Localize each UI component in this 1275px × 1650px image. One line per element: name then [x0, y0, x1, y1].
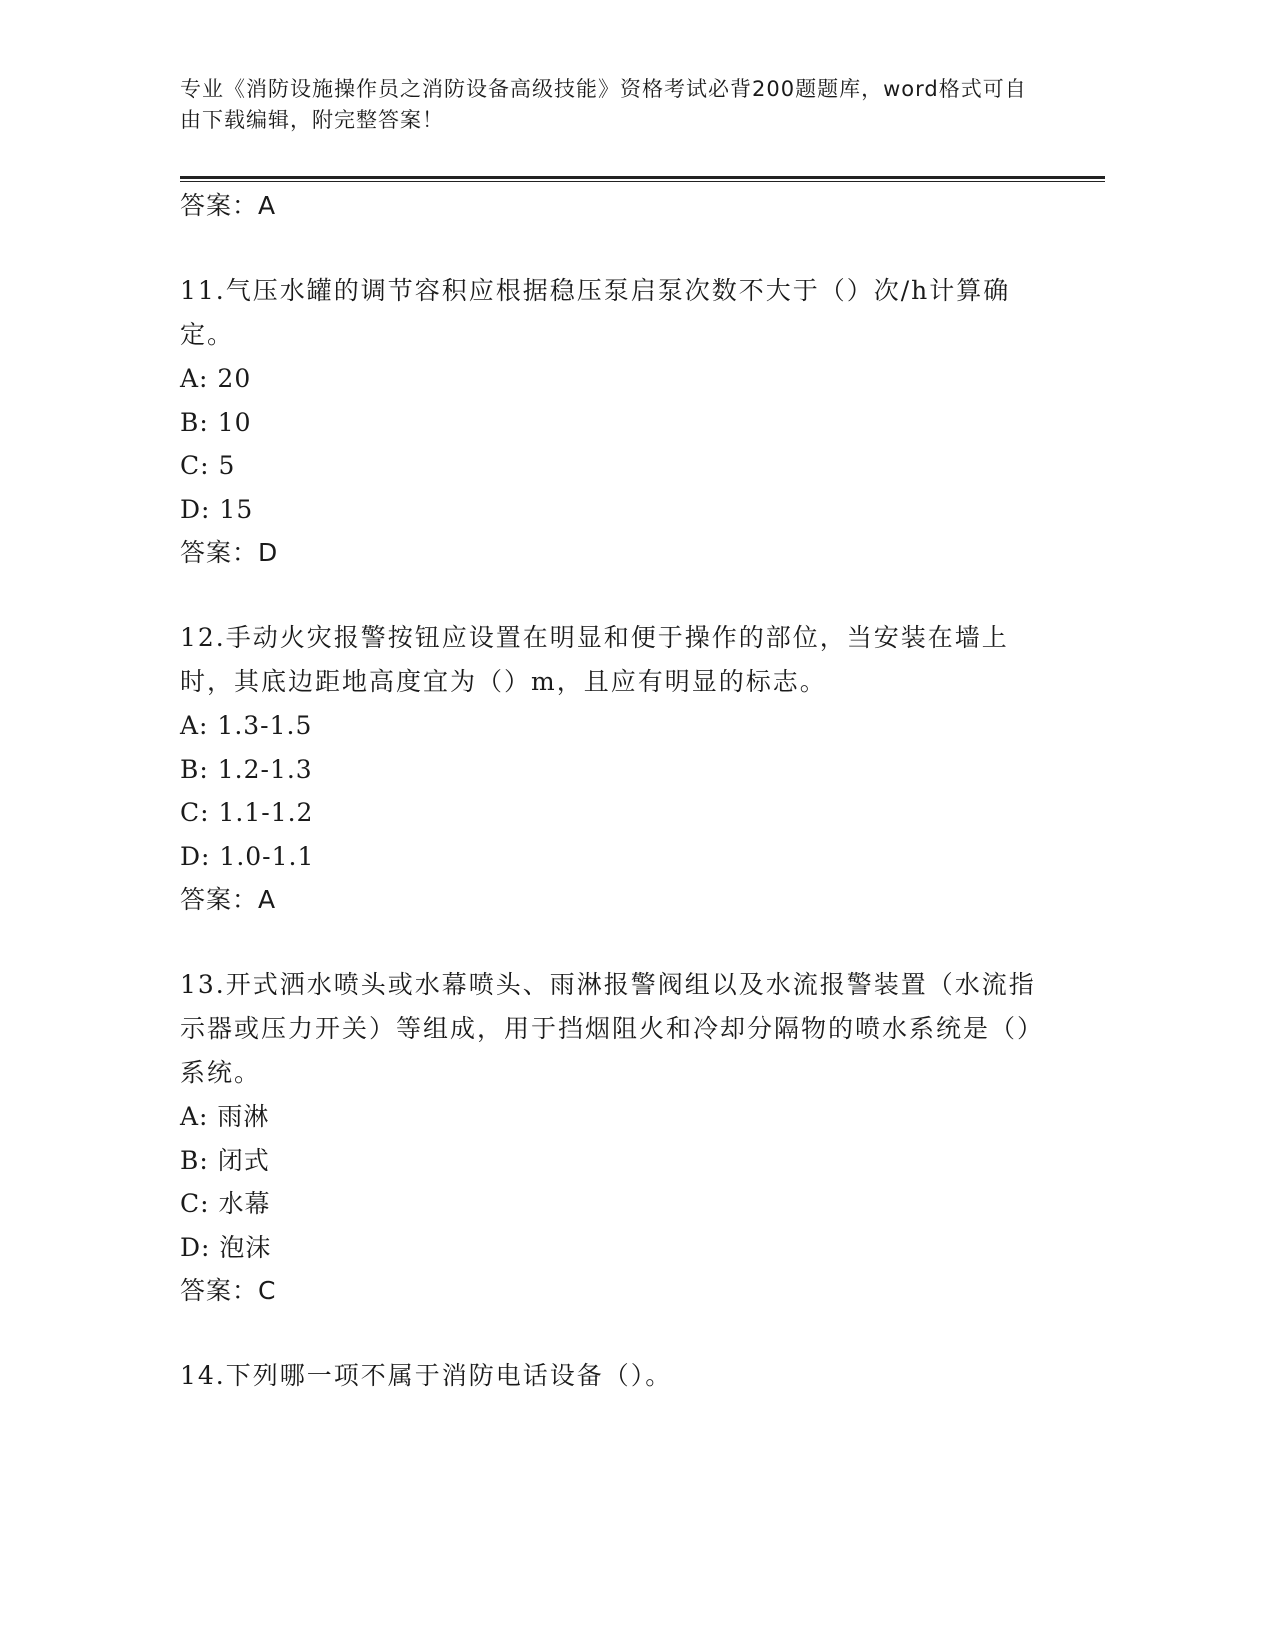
question-block	[180, 1354, 1050, 1398]
answer-line: 答案：C	[180, 1276, 277, 1305]
option-a: A: 雨淋	[180, 1102, 270, 1131]
option-d: D: 15	[180, 494, 254, 524]
header-rule-thin	[180, 181, 1105, 182]
question-stem: 12.手动火灾报警按钮应设置在明显和便于操作的部位，当安装在墙上时，其底边距地高度宜为（）m，且应有明显的标志。	[180, 623, 1009, 696]
answer-line: 答案：A	[180, 885, 277, 914]
question-stem: 13.开式洒水喷头或水幕喷头、雨淋报警阀组以及水流报警装置（水流指示器或压力开关）等组成，用于挡烟阻火和冷却分隔物的喷水系统是（）系统。	[180, 970, 1045, 1087]
option-c: C: 5	[180, 451, 236, 480]
document-header: 专业《消防设施操作员之消防设备高级技能》资格考试必背200题题库，word格式可自由下载编辑，附完整答案！	[180, 77, 1027, 132]
option-c: C: 水幕	[180, 1189, 271, 1218]
option-a: A: 20	[180, 364, 252, 393]
option-b: B: 10	[180, 407, 252, 437]
option-a: A: 1.3-1.5	[180, 711, 313, 740]
question-stem: 11.气压水罐的调节容积应根据稳压泵启泵次数不大于（）次/h计算确定。	[180, 276, 1011, 349]
option-b: B: 1.2-1.3	[180, 754, 313, 784]
question-block	[180, 616, 1050, 922]
option-d: D: 泡沫	[180, 1232, 272, 1262]
question-list	[180, 184, 1050, 1398]
answer-line: 答案：D	[180, 538, 279, 567]
answer-line: 答案：A	[180, 191, 277, 220]
option-c: C: 1.1-1.2	[180, 798, 314, 827]
question-block	[180, 269, 1050, 575]
header-rule-thick	[180, 176, 1105, 179]
question-block	[180, 963, 1050, 1313]
option-d: D: 1.0-1.1	[180, 841, 315, 871]
option-b: B: 闭式	[180, 1145, 270, 1175]
question-stem: 14.下列哪一项不属于消防电话设备（）。	[180, 1361, 673, 1390]
